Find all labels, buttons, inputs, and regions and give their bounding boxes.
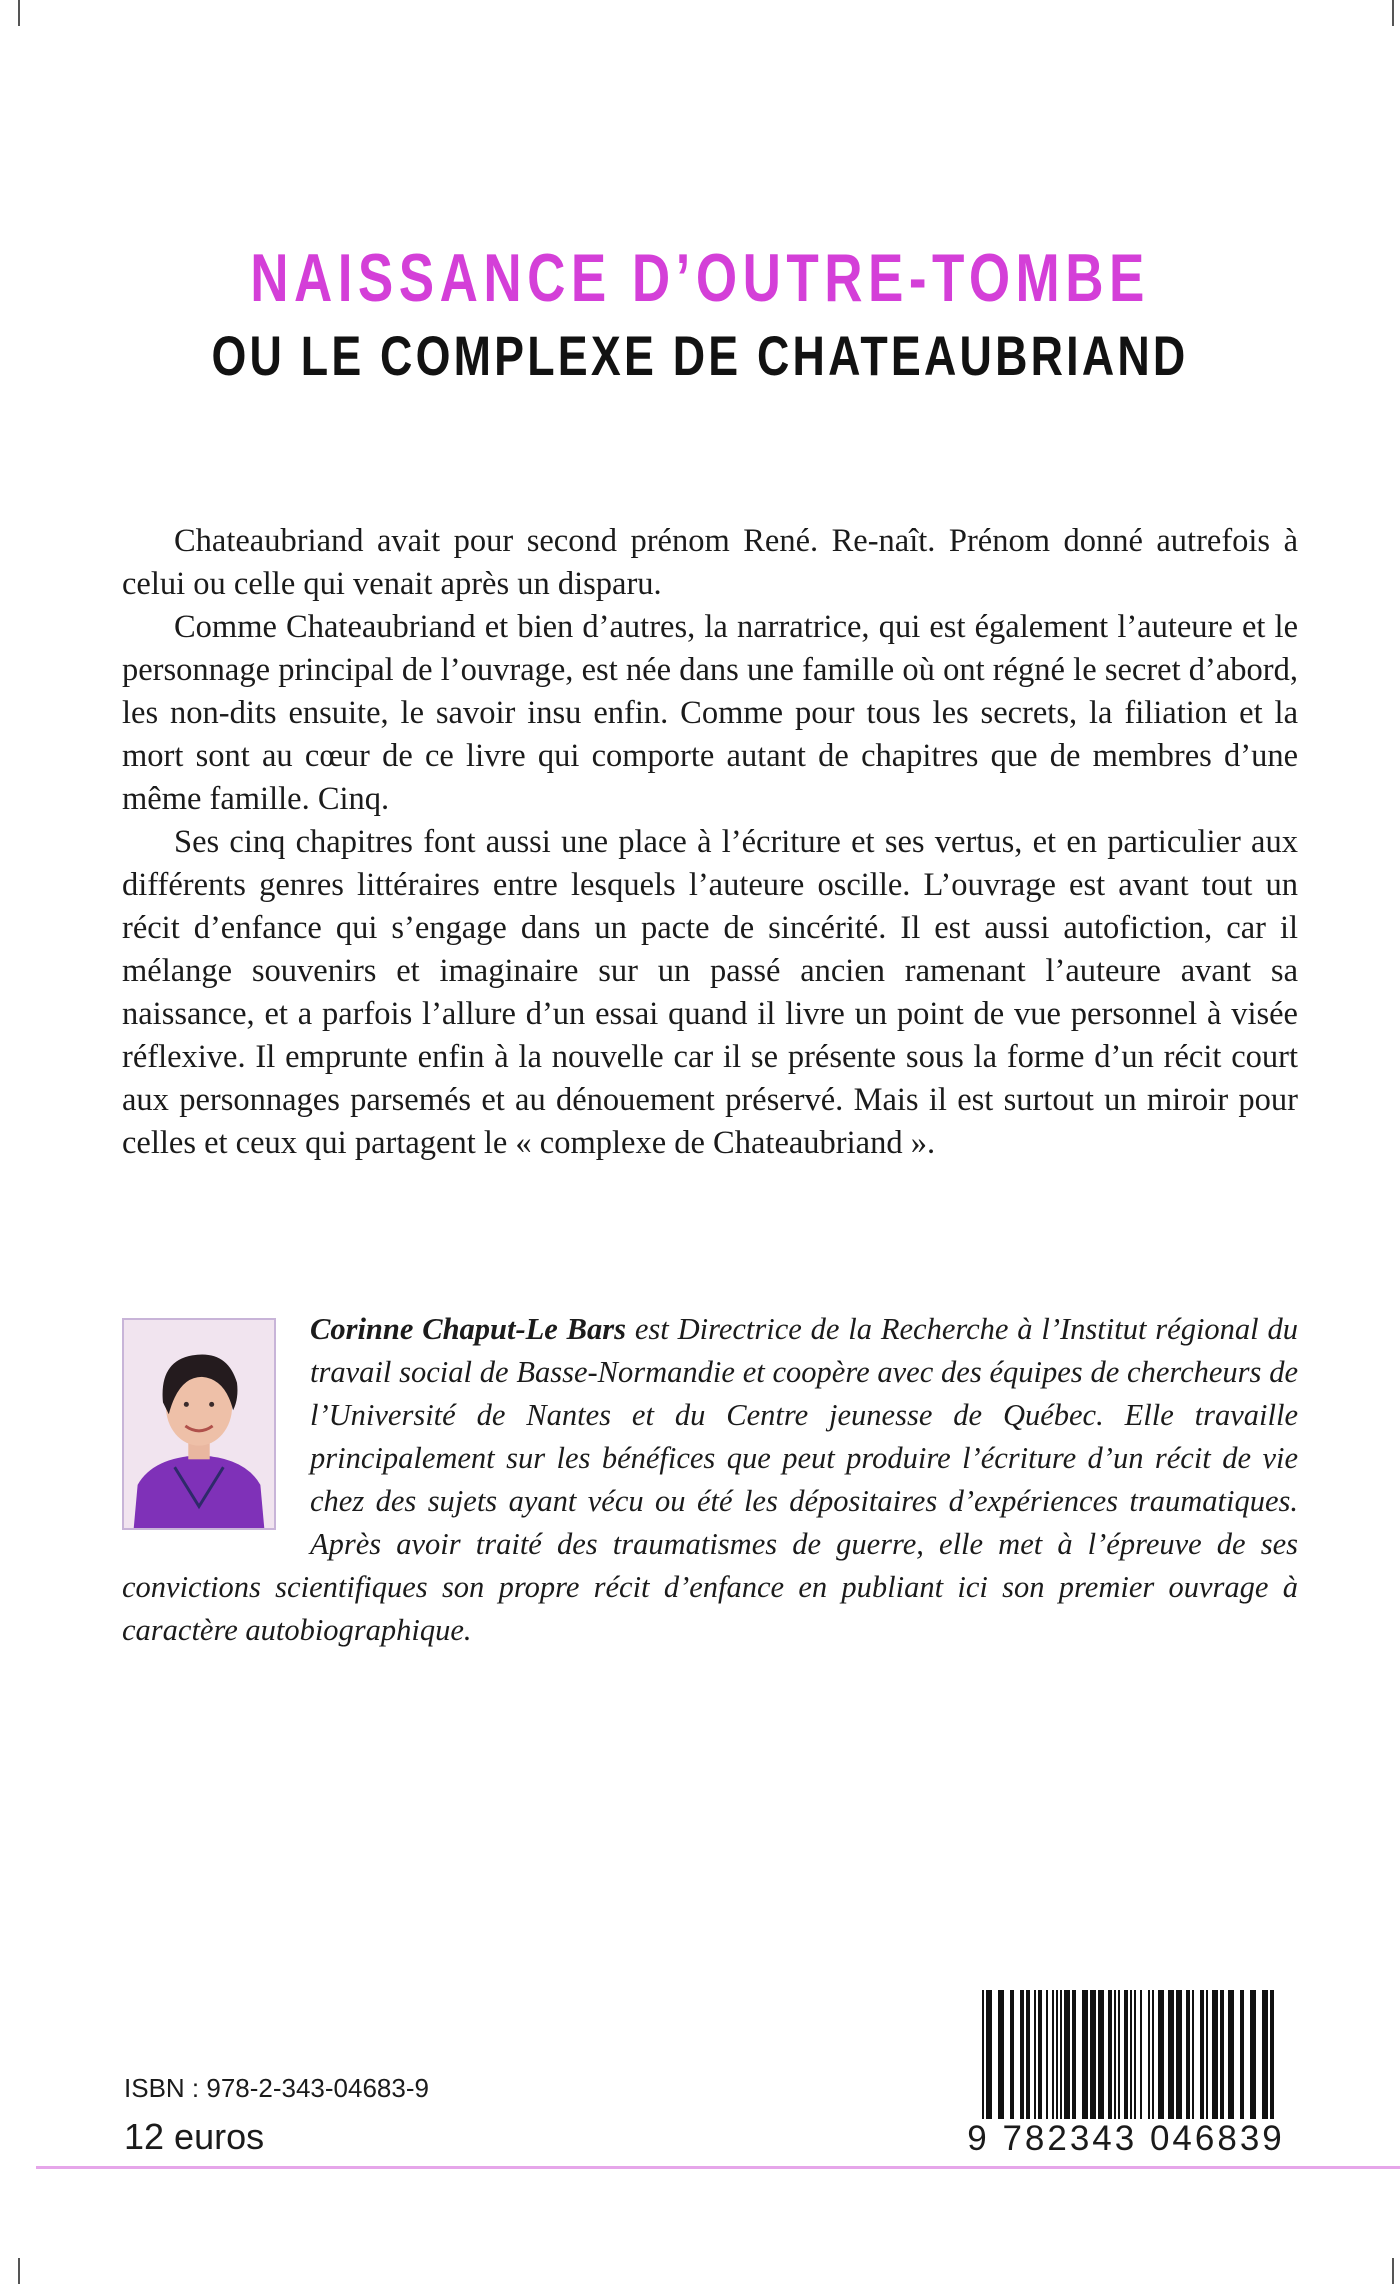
barcode-bar [1152, 1990, 1154, 2126]
barcode-bar [1026, 1990, 1030, 2126]
barcode-bar [1038, 1990, 1042, 2126]
barcode-bar [1056, 1990, 1058, 2126]
barcode-bar [1186, 1990, 1190, 2126]
barcode-bar [1010, 1990, 1014, 2126]
barcode-bar [986, 1990, 992, 2126]
footer-divider [36, 2166, 1400, 2169]
barcode-bar [1192, 1990, 1194, 2126]
barcode-bar [1060, 1990, 1062, 2126]
crop-mark-top-left [18, 0, 20, 26]
barcode-bar [1130, 1990, 1132, 2126]
barcode-bar [1140, 1990, 1142, 2126]
author-name: Corinne Chaput-Le Bars [310, 1312, 627, 1346]
barcode [958, 1988, 1294, 2160]
barcode-bar [1108, 1990, 1112, 2126]
barcode-number: 9 782343 046839 [958, 2119, 1294, 2159]
barcode-bar [1124, 1990, 1128, 2126]
title-block [0, 238, 1400, 388]
barcode-bar [1064, 1990, 1070, 2126]
book-subtitle: OU LE COMPLEXE DE CHATEAUBRIAND [211, 324, 1189, 387]
isbn-text: ISBN : 978-2-343-04683-9 [124, 2073, 429, 2103]
barcode-bar [1082, 1990, 1088, 2126]
barcode-bar [1228, 1990, 1234, 2126]
crop-mark-top-right [1392, 0, 1394, 26]
barcode-bar [1134, 1990, 1136, 2126]
barcode-bar [1046, 1990, 1048, 2126]
author-portrait-illustration [124, 1320, 274, 1528]
barcode-bar [1114, 1990, 1116, 2126]
book-title: NAISSANCE D’OUTRE-TOMBE [250, 240, 1150, 316]
barcode-bar [1212, 1990, 1218, 2126]
barcode-bar [1034, 1990, 1036, 2126]
barcode-bar [1158, 1990, 1164, 2126]
back-cover-summary [122, 520, 1298, 1165]
author-bio-text: est Directrice de la Recherche à l’Institut régional du travail social de Basse-Normandie et coopère avec des équipes de chercheurs de l’Université de Nantes et du Centre jeunesse de Québec. Elle travaille principalement sur les bénéfices que peut produire l’écriture d’un récit de vie chez des sujets ayant vécu ou été les dépositaires d’expériences traumatiques. Après avoir traité des traumatismes de guerre, elle met à l’épreuve de ses convictions scientifiques son propre récit d’enfance en publiant ici son premier ouvrage à caractère autobiographique. [122, 1312, 1298, 1647]
barcode-bar [982, 1990, 984, 2126]
barcode-bar [1118, 1990, 1120, 2126]
barcode-bar [1250, 1990, 1256, 2126]
author-photo [122, 1318, 276, 1530]
summary-paragraph: Ses cinq chapitres font aussi une place à l’écriture et ses vertus, et en particulier aux différents genres littéraires entre lesquels l’auteure oscille. L’ouvrage est avant tout un récit d’enfance qui s’engage dans un pacte de sincérité. Il est aussi autofiction, car il mélange souvenirs et imaginaire sur un passé ancien ramenant l’auteure avant sa naissance, et a parfois l’allure d’un essai quand il livre un point de vue personnel à visée réflexive. Il emprunte enfin à la nouvelle car il se présente sous la forme d’un récit court aux personnages parsemés et au dénouement préservé. Mais il est surtout un miroir pour celles et ceux qui partagent le « complexe de Chateaubriand ». [122, 824, 1298, 1161]
barcode-bar [1072, 1990, 1076, 2126]
barcode-bar [1200, 1990, 1204, 2126]
summary-paragraph: Chateaubriand avait pour second prénom René. Re-naît. Prénom donné autrefois à celui ou celle qui venait après un disparu. [122, 523, 1298, 602]
barcode-bar [1168, 1990, 1174, 2126]
author-bio-block [122, 1308, 1298, 1652]
barcode-bar [1206, 1990, 1208, 2126]
summary-paragraph: Comme Chateaubriand et bien d’autres, la narratrice, qui est également l’auteure et le personnage principal de l’ouvrage, est née dans une famille où ont régné le secret d’abord, les non-dits ensuite, le savoir insu enfin. Comme pour tous les secrets, la filiation et la mort sont au cœur de ce livre qui comporte autant de chapitres que de membres d’une même famille. Cinq. [122, 609, 1298, 817]
barcode-bar [1220, 1990, 1224, 2126]
barcode-bar [1176, 1990, 1182, 2126]
barcode-bar [1148, 1990, 1150, 2126]
barcode-bar [1090, 1990, 1096, 2126]
barcode-bar [998, 1990, 1004, 2126]
price-text: 12 euros [124, 2116, 265, 2157]
crop-mark-bottom-left [18, 2258, 20, 2284]
barcode-bar [1052, 1990, 1054, 2126]
barcode-bar [1098, 1990, 1104, 2126]
barcode-bar [1240, 1990, 1244, 2126]
barcode-bar [1270, 1990, 1274, 2126]
crop-mark-bottom-right [1392, 2258, 1394, 2284]
barcode-bar [1020, 1990, 1024, 2126]
barcode-bar [1262, 1990, 1268, 2126]
